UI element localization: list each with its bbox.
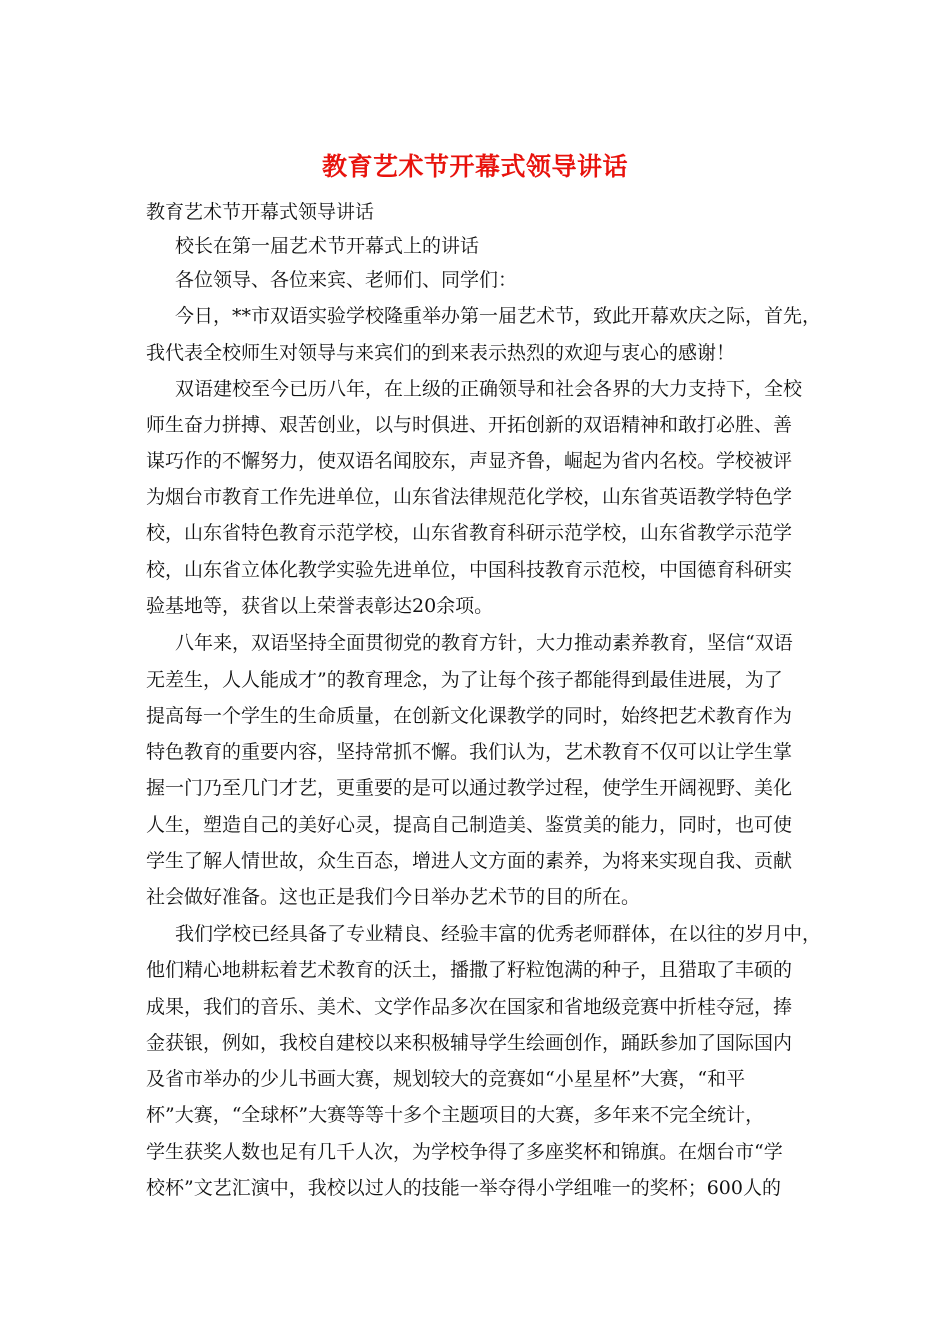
paragraph-3-line-5: 握一门乃至几门才艺，更重要的是可以通过教学过程，使学生开阔视野、美化 xyxy=(146,777,793,799)
speech-heading: 校长在第一届艺术节开幕式上的讲话 xyxy=(175,235,480,257)
salutation: 各位领导、各位来宾、老师们、同学们： xyxy=(175,269,518,291)
paragraph-2-line-2: 师生奋力拼搏、艰苦创业，以与时俱进、开拓创新的双语精神和敢打必胜、善 xyxy=(146,414,793,436)
paragraph-3-line-3: 提高每一个学生的生命质量，在创新文化课教学的同时，始终把艺术教育作为 xyxy=(146,705,793,727)
paragraph-4-line-7: 学生获奖人数也足有几千人次，为学校争得了多座奖杯和锦旗。在烟台市“学 xyxy=(146,1141,783,1163)
paragraph-1-line-2: 我代表全校师生对领导与来宾们的到来表示热烈的欢迎与衷心的感谢！ xyxy=(146,342,736,364)
paragraph-4-line-2: 他们精心地耕耘着艺术教育的沃土，播撒了籽粒饱满的种子，且猎取了丰硕的 xyxy=(146,959,793,981)
paragraph-3-line-6: 人生，塑造自己的美好心灵，提高自己制造美、鉴赏美的能力，同时，也可使 xyxy=(146,814,793,836)
paragraph-3-line-8: 社会做好准备。这也正是我们今日举办艺术节的目的所在。 xyxy=(146,886,641,908)
document-title: 教育艺术节开幕式领导讲话 xyxy=(321,152,628,181)
paragraph-2-line-4: 为烟台市教育工作先进单位，山东省法律规范化学校，山东省英语教学特色学 xyxy=(146,486,793,508)
paragraph-4-line-5: 及省市举办的少儿书画大赛，规划较大的竞赛如“小星星杯”大赛，“和平 xyxy=(146,1068,746,1090)
paragraph-3-line-7: 学生了解人情世故，众生百态，增进人文方面的素养，为将来实现自我、贡献 xyxy=(146,850,793,872)
paragraph-3-line-2: 无差生，人人能成才”的教育理念，为了让每个孩子都能得到最佳进展，为了 xyxy=(146,669,783,691)
paragraph-2-line-5: 校，山东省特色教育示范学校，山东省教育科研示范学校，山东省教学示范学 xyxy=(146,522,793,544)
paragraph-2-line-6: 校，山东省立体化教学实验先进单位，中国科技教育示范校，中国德育科研实 xyxy=(146,559,793,581)
paragraph-3-line-1: 八年来，双语坚持全面贯彻党的教育方针，大力推动素养教育，坚信“双语 xyxy=(175,632,793,654)
paragraph-2-line-3: 谋巧作的不懈努力，使双语名闻胶东，声显齐鲁，崛起为省内名校。学校被评 xyxy=(146,450,793,472)
paragraph-4-line-8: 校杯”文艺汇演中，我校以过人的技能一举夺得小学组唯一的奖杯；600人的 xyxy=(146,1177,781,1199)
paragraph-4-line-1: 我们学校已经具备了专业精良、经验丰富的优秀老师群体，在以往的岁月中， xyxy=(175,923,822,945)
paragraph-4-line-6: 杯”大赛，“全球杯”大赛等等十多个主题项目的大赛，多年来不完全统计， xyxy=(146,1104,765,1126)
paragraph-1-line-1: 今日，**市双语实验学校隆重举办第一届艺术节，致此开幕欢庆之际，首先， xyxy=(175,305,822,327)
paragraph-2-line-7: 验基地等，获省以上荣誉表彰达20余项。 xyxy=(146,595,494,617)
subtitle-line: 教育艺术节开幕式领导讲话 xyxy=(146,201,375,223)
paragraph-3-line-4: 特色教育的重要内容，坚持常抓不懈。我们认为，艺术教育不仅可以让学生掌 xyxy=(146,741,793,763)
paragraph-2-line-1: 双语建校至今已历八年，在上级的正确领导和社会各界的大力支持下，全校 xyxy=(175,378,803,400)
paragraph-4-line-4: 金获银，例如，我校自建校以来积极辅导学生绘画创作，踊跃参加了国际国内 xyxy=(146,1032,793,1054)
paragraph-4-line-3: 成果，我们的音乐、美术、文学作品多次在国家和省地级竞赛中折桂夺冠，捧 xyxy=(146,996,793,1018)
